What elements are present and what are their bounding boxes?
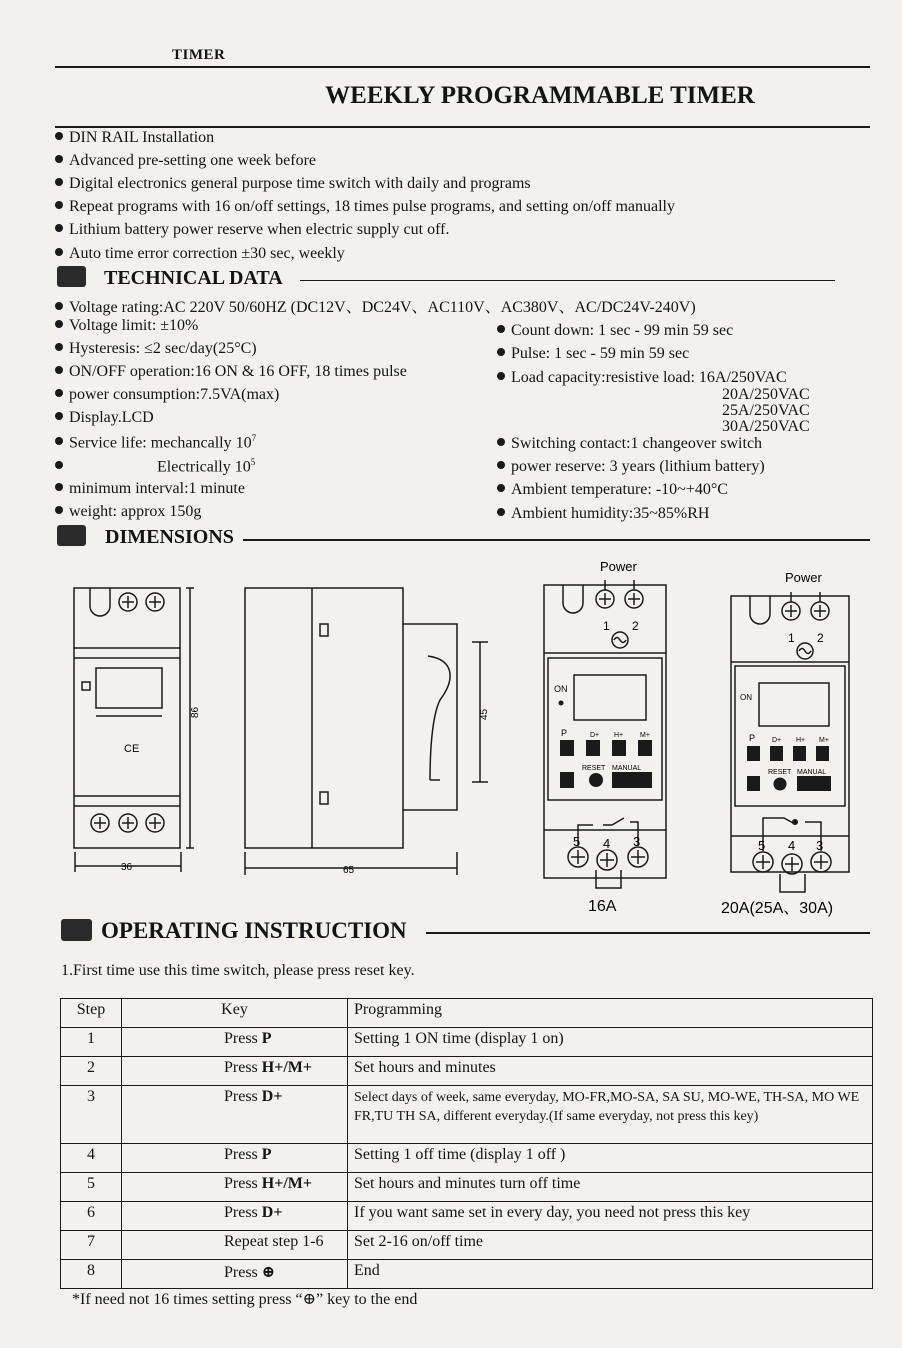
dimension-drawings	[0, 550, 902, 920]
header-rule	[55, 66, 870, 68]
power-label-20a: Power	[785, 570, 822, 585]
step-cell: 5	[61, 1173, 122, 1202]
d-label: D+	[590, 732, 600, 739]
manual-button-20a	[797, 776, 831, 791]
programming-cell: End	[348, 1260, 873, 1289]
terminal-label: 1	[603, 619, 610, 633]
key-text: Press	[224, 1146, 262, 1163]
terminal-label: 5	[573, 834, 581, 849]
ce-mark: CE	[124, 743, 140, 755]
key-cell	[122, 1057, 348, 1086]
key-text: Repeat step 1-6	[224, 1233, 324, 1250]
spec-item: Voltage limit: ±10%	[55, 317, 198, 335]
reset-label: RESET	[582, 765, 606, 772]
key-text: Press	[224, 1059, 262, 1076]
manual-label: MANUAL	[797, 769, 827, 776]
p-label: P	[749, 733, 756, 743]
button-m-20a	[816, 746, 829, 761]
spec-item: Pulse: 1 sec - 59 min 59 sec	[497, 345, 689, 363]
power-label-16a: Power	[600, 559, 637, 574]
section-rule	[243, 539, 870, 541]
p-label: P	[561, 728, 568, 738]
button-d-20a	[770, 746, 783, 761]
m-label: M+	[819, 737, 829, 744]
doc-header-label: TIMER	[172, 47, 226, 63]
spec-item: Count down: 1 sec - 99 min 59 sec	[497, 322, 733, 340]
button-p-16a	[560, 740, 574, 756]
spec-item: Load capacity:resistive load: 16A/250VAC	[497, 369, 787, 387]
key-text: Press	[224, 1204, 262, 1221]
section-marker-icon	[61, 919, 92, 941]
table-row	[61, 1086, 873, 1144]
key-name: D+	[261, 1204, 283, 1221]
key-name: P	[261, 1146, 272, 1163]
load-rating: 30A/250VAC	[722, 418, 810, 435]
key-text: Press	[224, 1030, 262, 1047]
manual-label: MANUAL	[612, 765, 642, 772]
key-name: H+/M+	[261, 1175, 313, 1192]
d-label: D+	[772, 737, 782, 744]
depth-label: 65	[343, 865, 355, 876]
key-name: P	[261, 1030, 272, 1047]
page-title: WEEKLY PROGRAMMABLE TIMER	[325, 82, 755, 109]
spec-item: power reserve: 3 years (lithium battery)	[497, 458, 765, 476]
spec-item: Ambient humidity:35~85%RH	[497, 505, 709, 523]
key-cell	[122, 1173, 348, 1202]
h-label: H+	[796, 737, 806, 744]
button-h-20a	[793, 746, 806, 761]
spec-item: Display.LCD	[55, 409, 154, 427]
button-m-16a	[638, 740, 652, 756]
table-row	[61, 1231, 873, 1260]
programming-steps-table	[60, 998, 873, 1289]
button-h-16a	[612, 740, 626, 756]
on-label: ON	[740, 693, 752, 702]
m-label: M+	[640, 732, 650, 739]
spec-item: Switching contact:1 changeover switch	[497, 435, 762, 453]
spec-item: minimum interval:1 minute	[55, 480, 245, 498]
table-row	[61, 1173, 873, 1202]
key-cell	[122, 1028, 348, 1057]
table-header-row	[61, 999, 873, 1028]
programming-cell: Set 2-16 on/off time	[348, 1231, 873, 1260]
feature-item: Digital electronics general purpose time switch with daily and programs	[55, 175, 531, 193]
key-name: H+/M+	[261, 1059, 313, 1076]
button-end-20a	[747, 776, 760, 791]
h-label: H+	[614, 732, 624, 739]
spec-item	[55, 457, 255, 476]
key-text: Press	[224, 1088, 262, 1105]
terminal-label: 2	[817, 631, 824, 645]
terminal-label: 4	[603, 836, 611, 851]
exponent: 7	[251, 433, 257, 443]
table-row	[61, 1260, 873, 1289]
table-row	[61, 1028, 873, 1057]
width-label: 36	[121, 862, 133, 873]
key-cell	[122, 1086, 348, 1144]
step-cell: 4	[61, 1144, 122, 1173]
button-d-16a	[586, 740, 600, 756]
programming-cell: Setting 1 off time (display 1 off )	[348, 1144, 873, 1173]
front-view-outline	[74, 588, 180, 848]
model-16a-label: 16A	[588, 898, 617, 915]
operating-heading: OPERATING INSTRUCTION	[101, 918, 407, 943]
voltage-rating: Voltage rating:AC 220V 50/60HZ (DC12V、DC24V、AC110V、AC380V、AC/DC24V-240V)	[55, 294, 696, 317]
manual-button-16a	[612, 772, 652, 788]
key-cell	[122, 1231, 348, 1260]
step-cell: 7	[61, 1231, 122, 1260]
programming-cell: Set hours and minutes	[348, 1057, 873, 1086]
programming-cell: Setting 1 ON time (display 1 on)	[348, 1028, 873, 1057]
key-cell	[122, 1144, 348, 1173]
load-rating: 25A/250VAC	[722, 402, 810, 419]
programming-cell: If you want same set in every day, you need not press this key	[348, 1202, 873, 1231]
terminal-label: 3	[816, 838, 824, 853]
spec-item: ON/OFF operation:16 ON & 16 OFF, 18 times pulse	[55, 363, 407, 381]
key-name: D+	[261, 1088, 283, 1105]
button-p-20a	[747, 746, 760, 761]
intro-text: 1.First time use this time switch, please press reset key.	[61, 962, 415, 979]
feature-item: Lithium battery power reserve when electric supply cut off.	[55, 221, 449, 239]
terminal-label: 2	[632, 619, 639, 633]
step-cell: 2	[61, 1057, 122, 1086]
technical-data-heading: TECHNICAL DATA	[104, 267, 283, 289]
service-life-elec: Electrically 10	[157, 458, 251, 476]
section-rule	[426, 932, 870, 934]
terminal-label: 4	[788, 838, 796, 853]
button-end-16a	[560, 772, 574, 788]
spec-item: Ambient temperature: -10~+40°C	[497, 481, 728, 499]
feature-item: Repeat programs with 16 on/off settings, 18 times pulse programs, and setting on/off manually	[55, 198, 675, 216]
key-cell	[122, 1260, 348, 1289]
spec-item: power consumption:7.5VA(max)	[55, 386, 279, 404]
footnote: *If need not 16 times setting press “⊕” key to the end	[72, 1291, 418, 1308]
spec-item	[55, 433, 256, 452]
programming-cell: Select days of week, same everyday, MO-FR,MO-SA, SA SU, MO-WE, TH-SA, MO WE FR,TU TH SA, different everyday.(If same everyday, not press this key)	[348, 1086, 873, 1144]
column-header: Key	[122, 999, 348, 1028]
table-row	[61, 1202, 873, 1231]
reset-button-20a	[774, 778, 787, 791]
column-header: Programming	[348, 999, 873, 1028]
table-row	[61, 1057, 873, 1086]
feature-item: Auto time error correction ±30 sec, weekly	[55, 245, 345, 263]
feature-item: Advanced pre-setting one week before	[55, 152, 316, 170]
key-text: Press	[224, 1175, 262, 1192]
load-rating: 20A/250VAC	[722, 386, 810, 403]
spec-item: Hysteresis: ≤2 sec/day(25°C)	[55, 340, 257, 358]
rail-label: 45	[479, 708, 490, 720]
on-label: ON	[554, 684, 568, 694]
service-life-mech: Service life: mechancally 10	[69, 434, 252, 452]
end-key-icon: ⊕	[261, 1264, 276, 1281]
dimensions-heading: DIMENSIONS	[105, 526, 234, 548]
title-rule	[55, 126, 870, 128]
step-cell: 1	[61, 1028, 122, 1057]
feature-item: DIN RAIL Installation	[55, 129, 214, 147]
section-marker-icon	[57, 525, 86, 546]
exponent: 5	[250, 457, 256, 467]
terminal-label: 1	[788, 631, 795, 645]
spec-item: weight: approx 150g	[55, 503, 201, 521]
column-header: Step	[61, 999, 122, 1028]
programming-cell: Set hours and minutes turn off time	[348, 1173, 873, 1202]
reset-button-16a	[589, 773, 603, 787]
section-rule	[300, 280, 835, 281]
side-view-outline	[245, 588, 457, 848]
model-20a-label: 20A(25A、30A)	[721, 900, 834, 917]
key-text: Press	[224, 1264, 262, 1281]
terminal-label: 5	[758, 838, 766, 853]
terminal-label: 3	[633, 834, 641, 849]
step-cell: 8	[61, 1260, 122, 1289]
step-cell: 6	[61, 1202, 122, 1231]
reset-label: RESET	[768, 769, 792, 776]
height-label: 86	[190, 706, 201, 718]
key-cell	[122, 1202, 348, 1231]
step-cell: 3	[61, 1086, 122, 1144]
table-row	[61, 1144, 873, 1173]
section-marker-icon	[57, 266, 86, 287]
